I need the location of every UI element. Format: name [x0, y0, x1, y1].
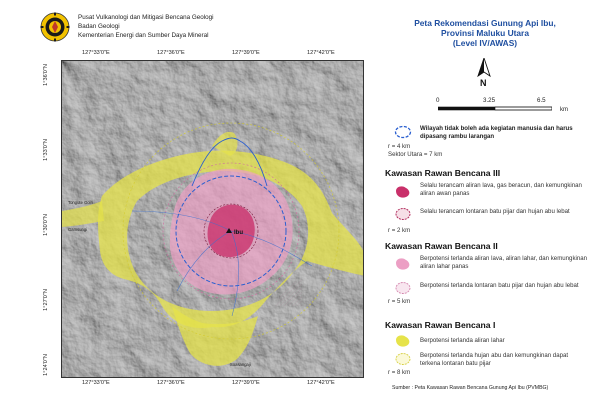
zone1-lahar-icon [394, 334, 412, 348]
zone3-item-2: Selalu terancam lontaran batu pijar dan hujan abu lebat [420, 208, 570, 215]
esdm-logo-icon [40, 12, 70, 42]
map-title [380, 18, 590, 48]
institution-name [78, 13, 214, 40]
coord-top-4: 127°42'0"E [307, 50, 335, 56]
scale-unit: km [560, 107, 568, 113]
zone2-item-2: Berpotensi terlanda lontaran batu pijar dan hujan abu lebat [420, 282, 579, 289]
scale-label-mid: 3.25 [483, 97, 496, 104]
zone2-flow-icon [394, 257, 412, 271]
north-label: N [480, 78, 487, 88]
institution-line-3: Kementerian Energi dan Sumber Daya Mineral [78, 32, 209, 39]
place-label-2: Gamsungi [68, 227, 88, 232]
restriction-text: Wilayah tidak boleh ada kegiatan manusia dan harus dipasang rambu larangan [420, 125, 573, 140]
scale-label-max: 6.5 [537, 97, 546, 104]
coord-top-2: 127°36'0"E [157, 50, 185, 56]
coord-left-4: 1°27'0"N [42, 289, 49, 311]
institution-header [40, 12, 280, 46]
coord-left-5: 1°24'0"N [42, 354, 49, 376]
map-title-line-3: (Level IV/AWAS) [452, 38, 518, 48]
volcano-label: Ibu [234, 230, 243, 236]
map-source: Sumber : Peta Kawasan Rawan Bencana Gunung Api Ibu (PVMBG) [392, 385, 549, 391]
place-label-3: Soasangaji [230, 362, 251, 367]
map-canvas [62, 61, 364, 378]
zone3-item-1: Selalu terancam aliran lava, gas beracun, dan kemungkinan aliran awan panas [420, 182, 582, 197]
coord-top-3: 127°39'0"E [232, 50, 260, 56]
restriction-sector: Sektor Utara = 7 km [388, 151, 443, 158]
zone2-item-1: Berpotensi terlanda aliran lava, aliran lahar, dan kemungkinan aliran lahar panas [420, 255, 588, 270]
zone1-title: Kawasan Rawan Bencana I [385, 320, 496, 330]
institution-line-1: Pusat Vulkanologi dan Mitigasi Bencana Geologi [78, 14, 214, 21]
zone3-title: Kawasan Rawan Bencana III [385, 168, 501, 178]
map-title-line-2: Provinsi Maluku Utara [441, 28, 529, 38]
scale-bar-graphic [438, 106, 552, 112]
zone1-ash-icon [394, 352, 412, 366]
coord-left-2: 1°33'0"N [42, 139, 49, 161]
map-legend [380, 0, 612, 413]
coord-left-3: 1°30'0"N [42, 214, 49, 236]
zone2-title: Kawasan Rawan Bencana II [385, 241, 498, 251]
place-label-1: Tongute Goin [68, 200, 93, 205]
institution-line-2: Badan Geologi [78, 23, 120, 30]
zone1-item-1: Berpotensi terlanda aliran lahar [420, 337, 505, 344]
zone3-flow-icon [394, 185, 412, 199]
coord-bottom-4: 127°42'0"E [307, 380, 335, 386]
restriction-radius: r = 4 km [388, 143, 411, 150]
zone1-radius: r = 8 km [388, 369, 411, 376]
zone3-ballistic-icon [394, 207, 412, 221]
hazard-map[interactable] [61, 60, 364, 378]
scale-label-0: 0 [436, 97, 440, 104]
coord-bottom-3: 127°39'0"E [232, 380, 260, 386]
zone3-radius: r = 2 km [388, 227, 411, 234]
coord-bottom-1: 127°33'0"E [82, 380, 110, 386]
scale-bar [432, 95, 568, 117]
coord-top-1: 127°33'0"E [82, 50, 110, 56]
coord-bottom-2: 127°36'0"E [157, 380, 185, 386]
coord-left-1: 1°36'0"N [42, 64, 49, 86]
zone1-item-2: Berpotensi terlanda hujan abu dan kemungkinan dapat terkena lontaran batu pijar [420, 352, 569, 367]
map-title-line-1: Peta Rekomendasi Gunung Api Ibu, [414, 18, 556, 28]
zone2-ballistic-icon [394, 281, 412, 295]
restriction-ring-icon [394, 125, 412, 139]
zone2-radius: r = 5 km [388, 298, 411, 305]
